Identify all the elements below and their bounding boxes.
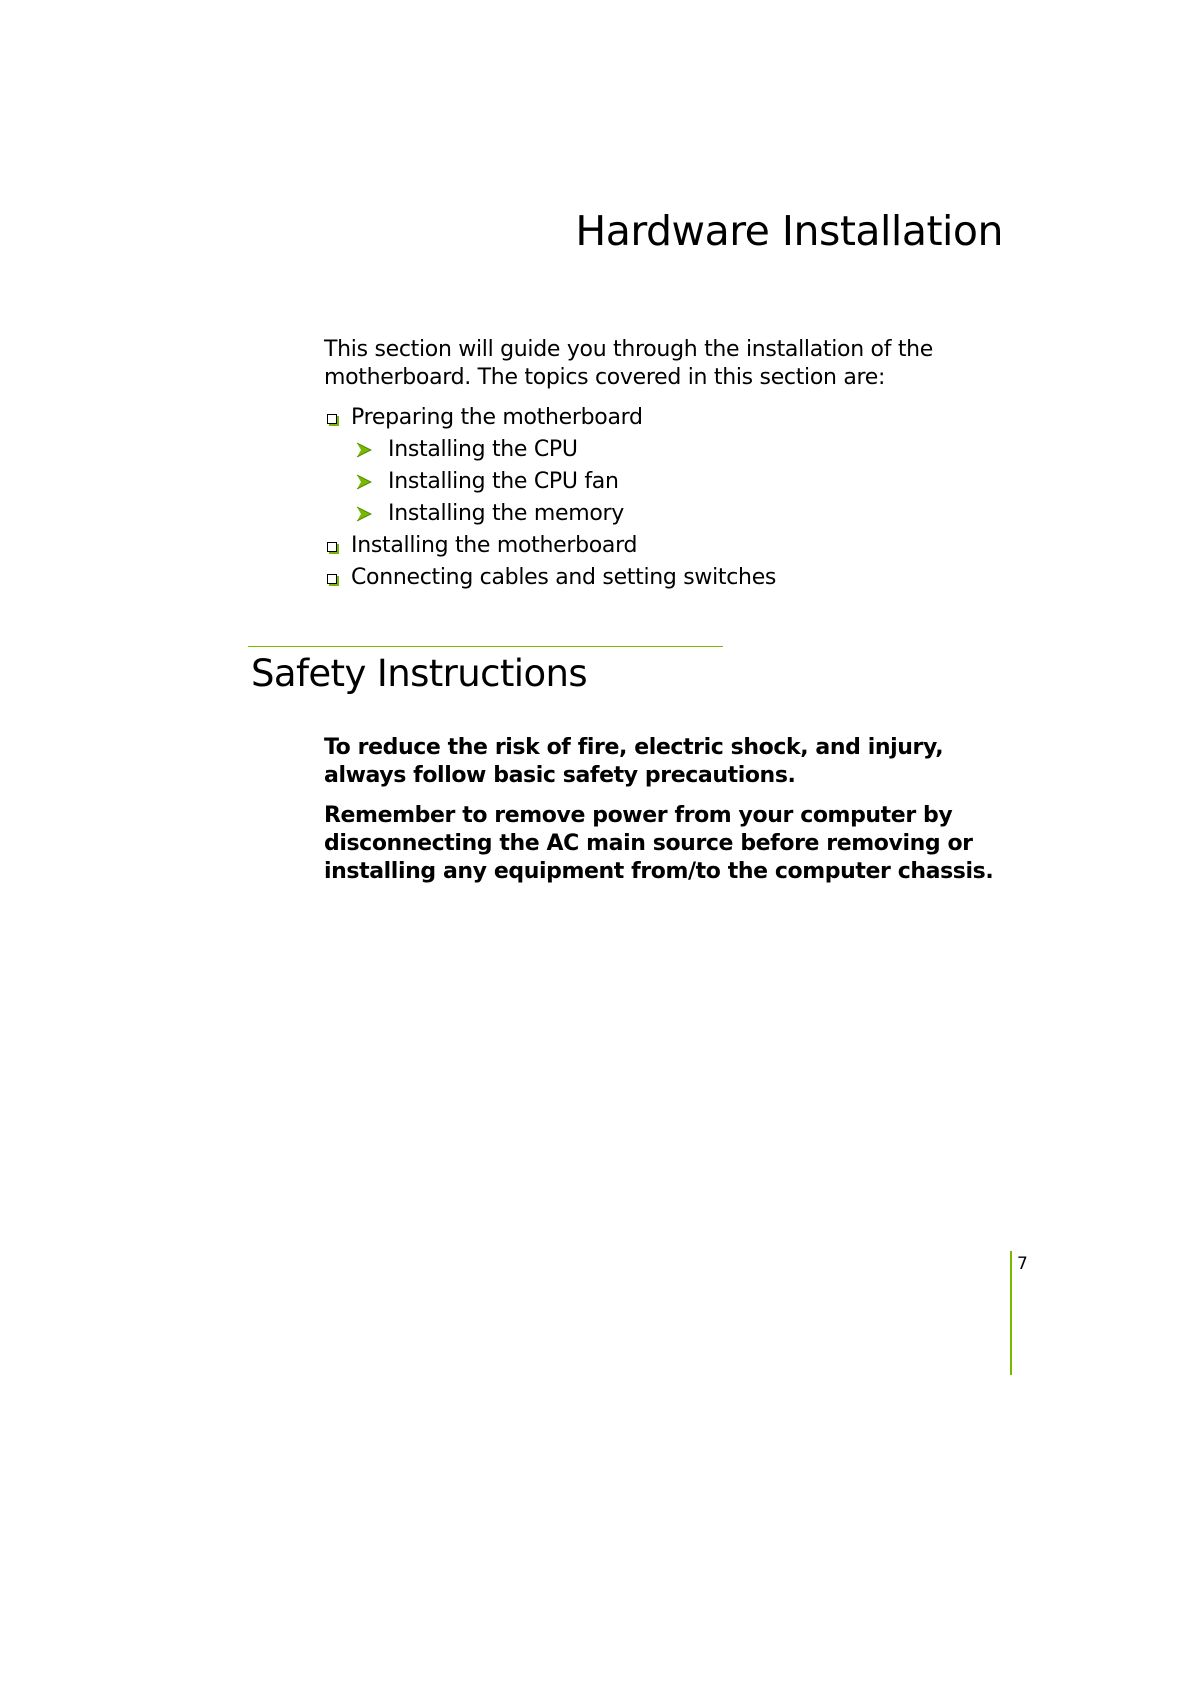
topic-list [324,402,776,594]
subtopic-item-memory [324,498,776,530]
arrow-bullet-icon [356,474,372,490]
topic-item-connecting [324,562,776,594]
section-title: Safety Instructions [251,652,588,695]
page-number-bar [1010,1251,1012,1375]
chapter-title: Hardware Installation [575,207,1003,256]
subtopic-label: Installing the CPU fan [388,469,619,494]
intro-paragraph: This section will guide you through the installation of the motherboard. The topics covered in this section are: [324,337,934,390]
topic-label: Connecting cables and setting switches [351,565,777,590]
topic-label: Installing the motherboard [351,533,638,558]
subtopic-label: Installing the memory [388,501,624,526]
square-bullet-icon [327,542,337,552]
subtopic-item-cpu [324,434,776,466]
safety-warning-power: Remember to remove power from your computer by disconnecting the AC main source before removing or installing any equipment from/to the computer chassis. [324,803,994,884]
square-bullet-icon [327,414,337,424]
topic-label: Preparing the motherboard [351,405,643,430]
subtopic-item-cpu-fan [324,466,776,498]
subtopic-label: Installing the CPU [388,437,578,462]
arrow-bullet-icon [356,442,372,458]
topic-item-preparing [324,402,776,434]
section-divider [248,646,723,647]
page-number: 7 [1017,1254,1028,1274]
square-bullet-icon [327,574,337,584]
topic-item-installing [324,530,776,562]
arrow-bullet-icon [356,506,372,522]
safety-warning-fire: To reduce the risk of fire, electric shock, and injury, always follow basic safety precautions. [324,735,944,788]
